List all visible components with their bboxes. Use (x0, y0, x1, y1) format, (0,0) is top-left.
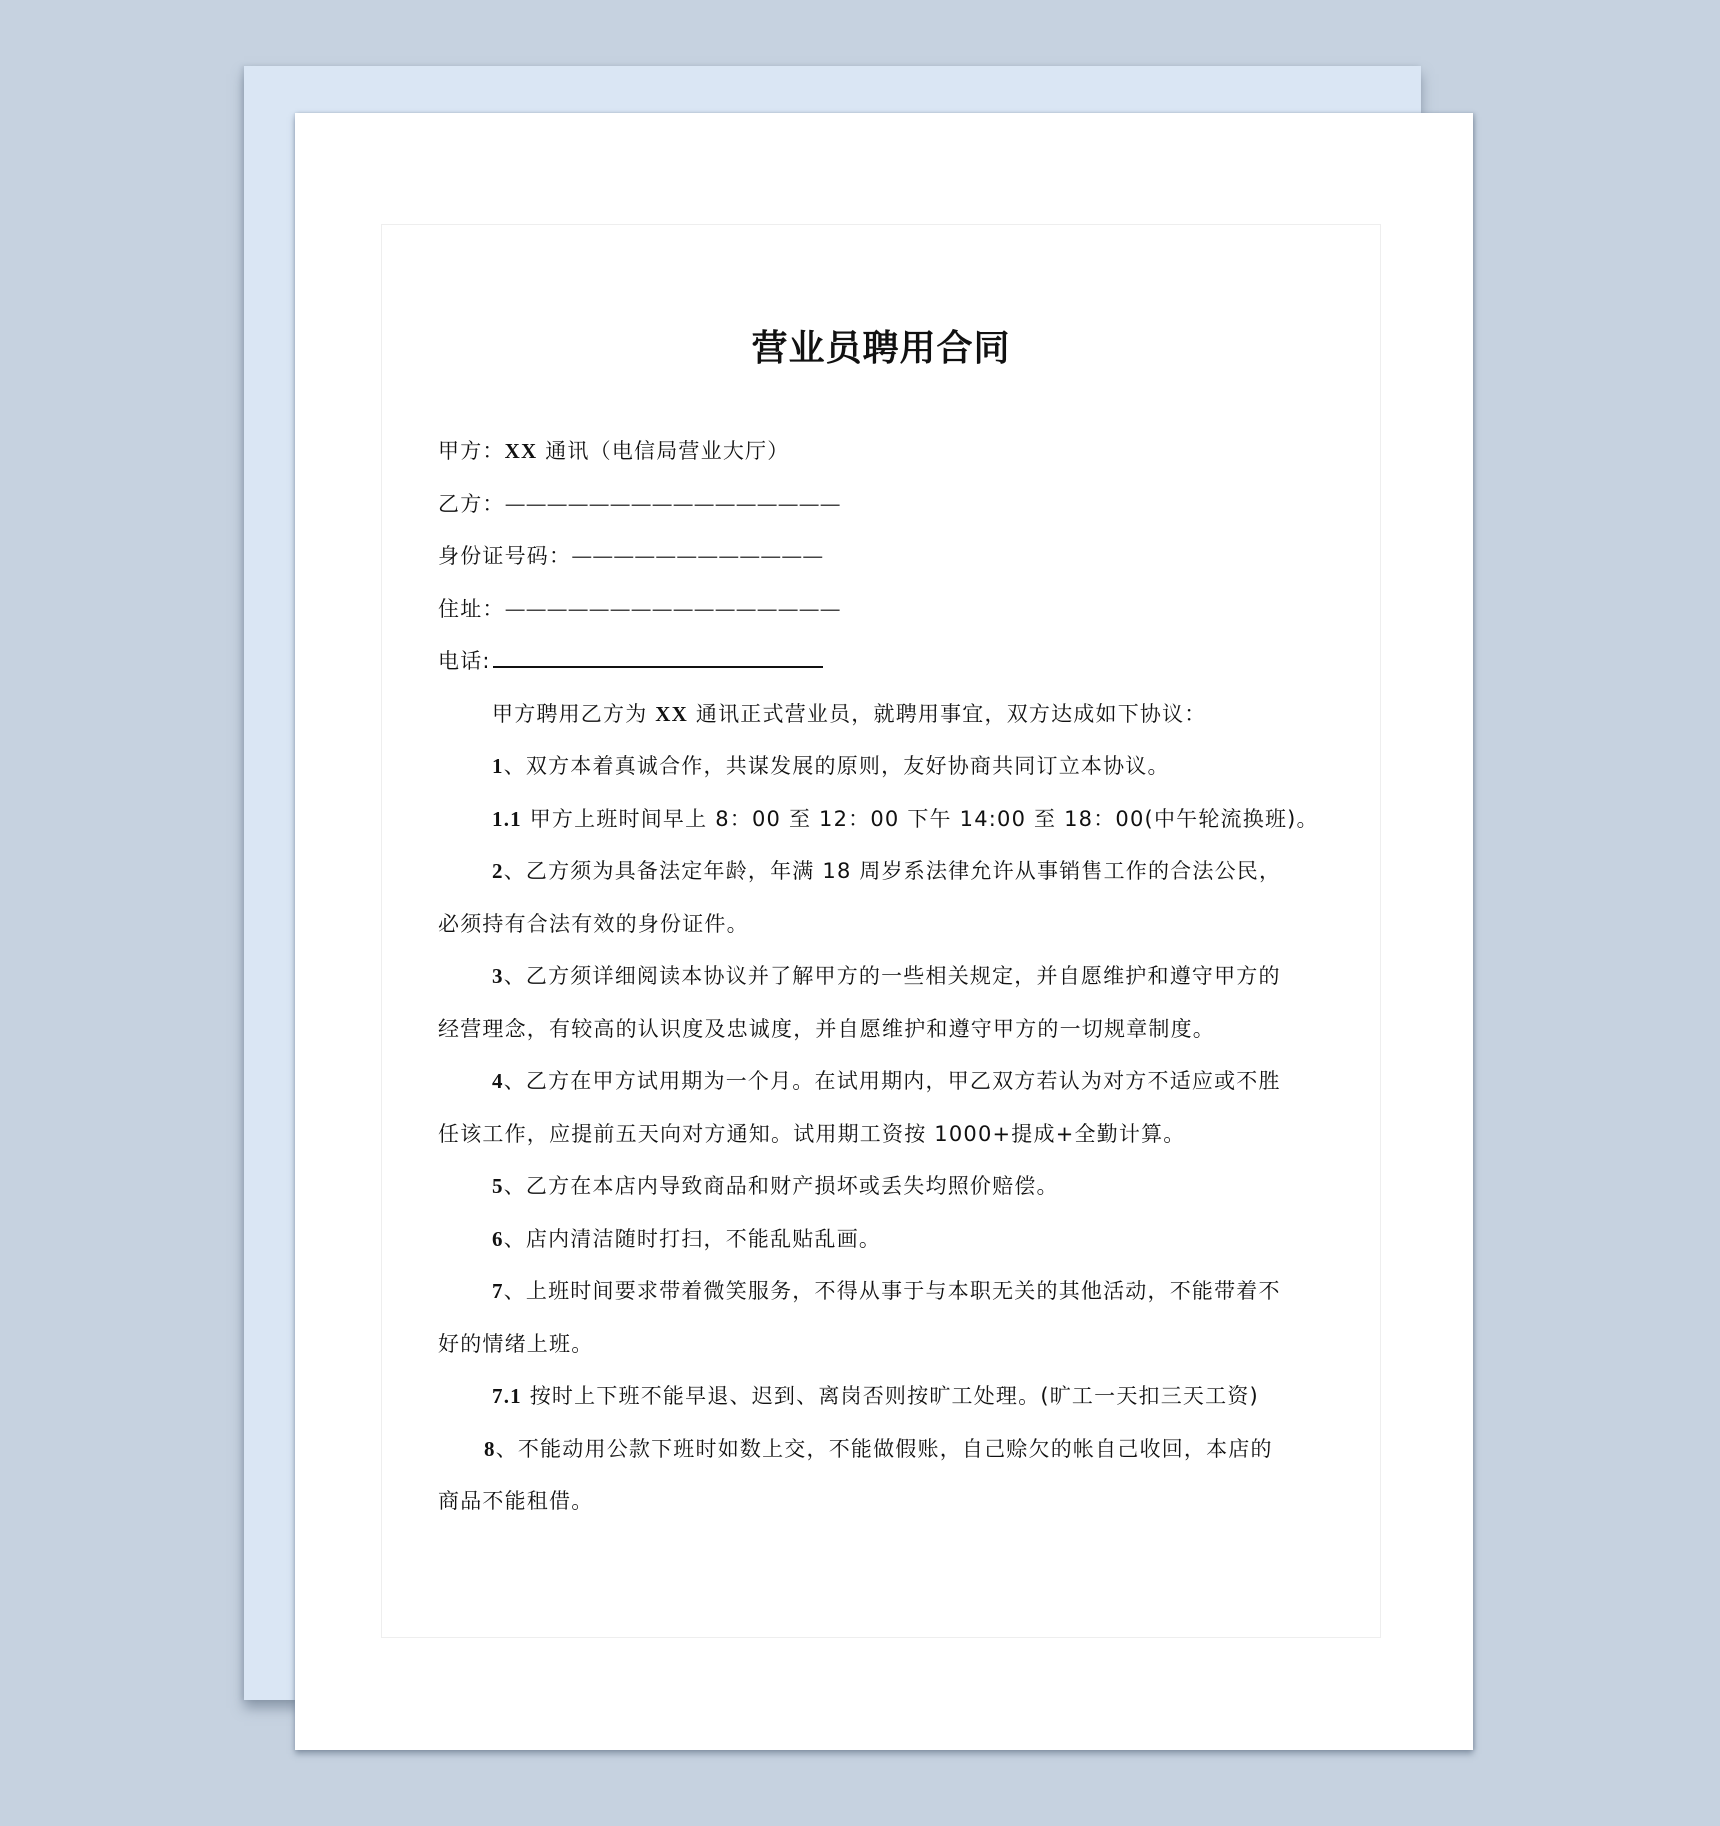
clause-text: 、乙方须为具备法定年龄，年满 18 周岁系法律允许从事销售工作的合法公民， (503, 859, 1282, 883)
party-b-line (438, 478, 1338, 531)
document-body (438, 425, 1338, 1528)
clause-number: 4 (492, 1069, 504, 1093)
clause-2 (438, 845, 1338, 898)
clause-text-continued: 必须持有合法有效的身份证件。 (438, 911, 749, 936)
clause-text-continued: 好的情绪上班。 (438, 1331, 594, 1356)
address-line (438, 583, 1338, 636)
clause-text-continued: 经营理念，有较高的认识度及忠诚度，并自愿维护和遵守甲方的一切规章制度。 (438, 1016, 1215, 1041)
clause-number: 3 (492, 964, 504, 988)
content-frame (381, 224, 1381, 1638)
clause-text: 、上班时间要求带着微笑服务，不得从事于与本职无关的其他活动，不能带着不 (503, 1279, 1281, 1303)
party-a-value: 通讯（电信局营业大厅） (537, 439, 790, 463)
id-number-line (438, 530, 1338, 583)
intro-text-post: 通讯正式营业员，就聘用事宜，双方达成如下协议： (688, 701, 1207, 726)
clause-text: 、乙方在本店内导致商品和财产损坏或丢失均照价赔偿。 (503, 1174, 1059, 1198)
front-page-sheet (295, 113, 1473, 1750)
intro-text-pre: 甲方聘用乙方为 (492, 701, 656, 726)
id-number-blank: ———————————— (571, 544, 824, 568)
phone-line (438, 635, 1338, 688)
clause-1 (438, 740, 1338, 793)
clause-3 (438, 950, 1338, 1003)
intro-text-bold: XX (655, 701, 689, 726)
clause-number: 7.1 (492, 1384, 522, 1408)
clause-number: 2 (492, 859, 504, 883)
clause-6 (438, 1213, 1338, 1266)
clause-7-1 (438, 1370, 1338, 1423)
clause-4 (438, 1055, 1338, 1108)
clause-7 (438, 1265, 1338, 1318)
clause-text: 、双方本着真诚合作，共谋发展的原则，友好协商共同订立本协议。 (503, 754, 1170, 778)
clause-number: 7 (492, 1279, 504, 1303)
clause-text: 按时上下班不能早退、迟到、离岗否则按旷工处理。(旷工一天扣三天工资) (521, 1384, 1259, 1408)
party-a-value-bold: XX (504, 439, 538, 463)
party-a-line (438, 425, 1338, 478)
clause-text-continued: 任该工作，应提前五天向对方通知。试用期工资按 1000+提成+全勤计算。 (438, 1121, 1186, 1146)
clause-7-continued (438, 1318, 1338, 1371)
address-blank: ———————————————— (504, 596, 841, 621)
id-number-label: 身份证号码： (438, 544, 572, 568)
clause-text: 、乙方在甲方试用期为一个月。在试用期内，甲乙双方若认为对方不适应或不胜 (503, 1069, 1281, 1093)
address-label: 住址： (438, 596, 505, 621)
clause-text: 、乙方须详细阅读本协议并了解甲方的一些相关规定，并自愿维护和遵守甲方的 (503, 964, 1281, 988)
clause-4-continued (438, 1108, 1338, 1161)
party-b-label: 乙方： (438, 491, 505, 516)
party-a-label: 甲方： (438, 439, 505, 463)
phone-blank-underline (493, 644, 823, 668)
phone-label: 电话: (438, 649, 491, 673)
clause-number: 1.1 (492, 806, 522, 831)
clause-text: 、不能动用公款下班时如数上交，不能做假账，自己赊欠的帐自己收回，本店的 (495, 1436, 1273, 1461)
clause-number: 6 (492, 1226, 504, 1251)
clause-1-1 (438, 793, 1338, 846)
intro-paragraph (438, 688, 1338, 741)
clause-text-continued: 商品不能租借。 (438, 1489, 594, 1513)
clause-8 (438, 1423, 1338, 1476)
clause-text: 甲方上班时间早上 8：00 至 12：00 下午 14:00 至 18：00(中午轮流换班)。 (521, 806, 1319, 831)
clause-8-continued (438, 1475, 1338, 1528)
clause-text: 、店内清洁随时打扫，不能乱贴乱画。 (503, 1226, 882, 1251)
party-b-blank: ———————————————— (504, 491, 841, 516)
clause-3-continued (438, 1003, 1338, 1056)
clause-number: 1 (492, 754, 504, 778)
clause-number: 5 (492, 1174, 504, 1198)
clause-2-continued (438, 898, 1338, 951)
document-title: 营业员聘用合同 (751, 328, 1011, 369)
clause-5 (438, 1160, 1338, 1213)
clause-number: 8 (484, 1436, 496, 1461)
